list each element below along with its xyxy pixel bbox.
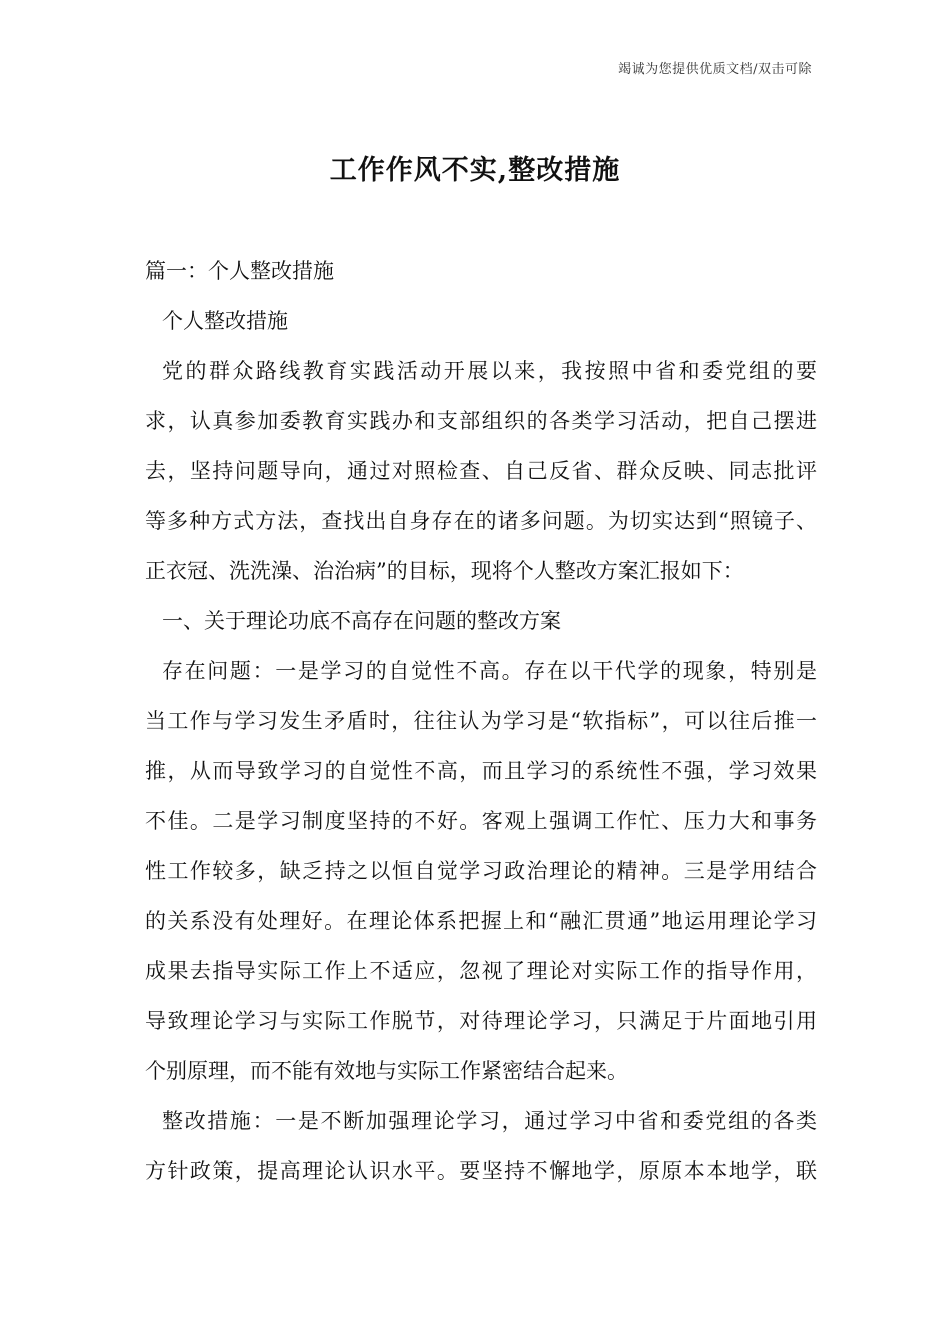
paragraph-line: 等多种方式方法，查找出自身存在的诸多问题。为切实达到“照镜子、 (145, 509, 817, 533)
paragraph-line: 导致理论学习与实际工作脱节，对待理论学习，只满足于片面地引用 (145, 1009, 817, 1033)
paragraph-line: 性工作较多，缺乏持之以恒自觉学习政治理论的精神。三是学用结合 (145, 859, 817, 883)
subsection-heading: 一、关于理论功底不高存在问题的整改方案 (162, 609, 561, 633)
paragraph-line: 存在问题：一是学习的自觉性不高。存在以干代学的现象，特别是 (162, 659, 817, 683)
subtitle-line: 个人整改措施 (162, 309, 288, 333)
paragraph-line: 不佳。二是学习制度坚持的不好。客观上强调工作忙、压力大和事务 (145, 809, 817, 833)
paragraph-line: 推，从而导致学习的自觉性不高，而且学习的系统性不强，学习效果 (145, 759, 817, 783)
paragraph-line: 当工作与学习发生矛盾时，往往认为学习是“软指标”，可以往后推一 (145, 709, 817, 733)
section-heading: 篇一：个人整改措施 (145, 259, 334, 283)
paragraph-line: 正衣冠、洗洗澡、治治病”的目标，现将个人整改方案汇报如下： (145, 559, 744, 583)
document-title: 工作作风不实,整改措施 (329, 155, 621, 186)
paragraph-line: 整改措施：一是不断加强理论学习，通过学习中省和委党组的各类 (162, 1109, 817, 1133)
paragraph-line: 求，认真参加委教育实践办和支部组织的各类学习活动，把自己摆进 (145, 409, 817, 433)
paragraph-line: 的关系没有处理好。在理论体系把握上和“融汇贯通”地运用理论学习 (145, 909, 817, 933)
document-body (145, 246, 817, 1196)
paragraph-line: 方针政策，提高理论认识水平。要坚持不懈地学，原原本本地学，联 (145, 1159, 817, 1183)
paragraph-line: 去，坚持问题导向，通过对照检查、自己反省、群众反映、同志批评 (145, 459, 817, 483)
paragraph-line: 个别原理，而不能有效地与实际工作紧密结合起来。 (145, 1059, 628, 1083)
paragraph-line: 党的群众路线教育实践活动开展以来，我按照中省和委党组的要 (162, 359, 817, 383)
header-note: 竭诚为您提供优质文档/双击可除 (618, 62, 812, 77)
paragraph-line: 成果去指导实际工作上不适应，忽视了理论对实际工作的指导作用， (145, 959, 817, 983)
